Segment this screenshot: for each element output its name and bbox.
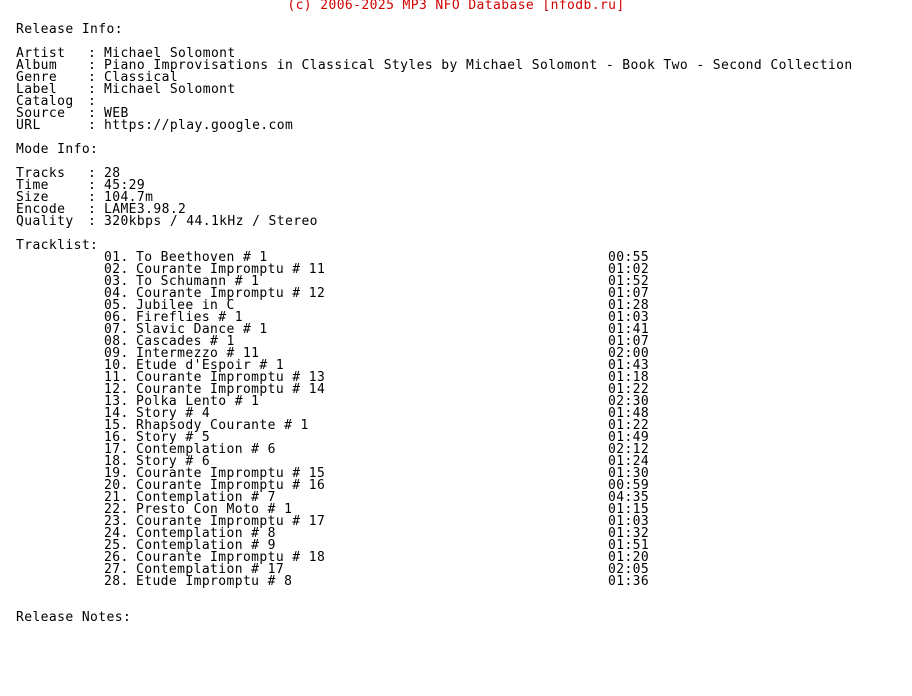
track-title: Contemplation # 6 [136,442,276,457]
field-value: Classical [104,70,179,85]
field-separator: : [88,94,97,109]
track-time: 01:51 [608,538,650,553]
track-time: 01:03 [608,310,650,325]
field-key: Label [16,82,58,97]
track-time: 01:52 [608,274,650,289]
track-number: 23. [104,514,129,529]
track-number: 11. [104,370,129,385]
mode-info-fields [16,168,906,228]
track-title: Etude d'Espoir # 1 [136,358,285,373]
track-number: 22. [104,502,129,517]
track-time: 02:05 [608,562,650,577]
track-time: 01:49 [608,430,650,445]
field-separator: : [88,46,97,61]
track-title: Jubilee in C [136,298,235,313]
track-number: 10. [104,358,129,373]
track-time: 04:35 [608,490,650,505]
track-time: 01:30 [608,466,650,481]
field-key: Source [16,106,66,121]
nfo-document [16,0,906,624]
track-number: 25. [104,538,129,553]
field-key: Size [16,190,49,205]
nfodb-header: (c) 2006-2025 MP3 NFO Database [nfodb.ru] [287,0,625,13]
release-info-field-url [16,120,906,132]
track-title: Contemplation # 7 [136,490,276,505]
release-info-field-label [16,84,906,96]
field-separator: : [88,166,97,181]
field-key: Album [16,58,58,73]
track-time: 01:03 [608,514,650,529]
field-value: 320kbps / 44.1kHz / Stereo [104,214,318,229]
track-title: Courante Impromptu # 16 [136,478,326,493]
track-number: 17. [104,442,129,457]
mode-info-heading: Mode Info: [16,142,99,157]
track-title: Courante Impromptu # 11 [136,262,326,277]
track-time: 01:28 [608,298,650,313]
track-time: 01:02 [608,262,650,277]
field-value: 45:29 [104,178,146,193]
track-time: 01:24 [608,454,650,469]
field-separator: : [88,214,97,229]
field-separator: : [88,178,97,193]
track-title: Cascades # 1 [136,334,235,349]
track-title: Courante Impromptu # 13 [136,370,326,385]
track-time: 01:36 [608,574,650,589]
track-number: 06. [104,310,129,325]
track-title: Rhapsody Courante # 1 [136,418,309,433]
track-number: 15. [104,418,129,433]
track-time: 00:55 [608,250,650,265]
track-title: Courante Impromptu # 12 [136,286,326,301]
track-time: 01:07 [608,334,650,349]
track-time: 01:32 [608,526,650,541]
track-title: Courante Impromptu # 15 [136,466,326,481]
release-info-heading: Release Info: [16,22,123,37]
field-separator: : [88,58,97,73]
field-separator: : [88,190,97,205]
track-time: 02:12 [608,442,650,457]
track-title: Presto Con Moto # 1 [136,502,293,517]
field-value: LAME3.98.2 [104,202,187,217]
track-number: 21. [104,490,129,505]
field-key: Catalog [16,94,74,109]
tracklist [16,252,906,588]
track-number: 19. [104,466,129,481]
track-title: Contemplation # 17 [136,562,285,577]
track-title: To Beethoven # 1 [136,250,268,265]
field-key: Artist [16,46,66,61]
track-number: 20. [104,478,129,493]
track-time: 01:07 [608,286,650,301]
release-info-fields [16,48,906,132]
field-key: Encode [16,202,66,217]
field-key: Quality [16,214,74,229]
track-time: 01:22 [608,418,650,433]
field-value: Michael Solomont [104,82,236,97]
field-separator: : [88,70,97,85]
field-key: URL [16,118,41,133]
track-title: Courante Impromptu # 18 [136,550,326,565]
track-title: Contemplation # 9 [136,538,276,553]
field-separator: : [88,106,97,121]
track-title: Contemplation # 8 [136,526,276,541]
release-info-field-catalog [16,96,906,108]
track-time: 02:30 [608,394,650,409]
field-separator: : [88,202,97,217]
track-number: 13. [104,394,129,409]
track-title: Etude Impromptu # 8 [136,574,293,589]
field-value[interactable]: https://play.google.com [104,118,294,133]
track-title: Polka Lento # 1 [136,394,260,409]
track-number: 01. [104,250,129,265]
track-time: 01:22 [608,382,650,397]
track-time: 01:41 [608,322,650,337]
track-title: Fireflies # 1 [136,310,243,325]
track-number: 24. [104,526,129,541]
track-number: 28. [104,574,129,589]
track-time: 01:15 [608,502,650,517]
field-key: Time [16,178,49,193]
track-number: 12. [104,382,129,397]
track-row [16,576,906,588]
release-notes-heading: Release Notes: [16,610,132,625]
track-time: 01:43 [608,358,650,373]
field-value: 28 [104,166,121,181]
field-value: WEB [104,106,129,121]
mode-info-field-quality [16,216,906,228]
track-number: 14. [104,406,129,421]
field-key: Genre [16,70,58,85]
track-number: 08. [104,334,129,349]
track-title: Story # 6 [136,454,211,469]
field-value: Michael Solomont [104,46,236,61]
track-time: 02:00 [608,346,650,361]
track-number: 03. [104,274,129,289]
track-time: 01:20 [608,550,650,565]
track-title: Slavic Dance # 1 [136,322,268,337]
track-number: 18. [104,454,129,469]
track-number: 04. [104,286,129,301]
track-title: Story # 4 [136,406,211,421]
field-separator: : [88,82,97,97]
track-number: 16. [104,430,129,445]
track-number: 26. [104,550,129,565]
field-separator: : [88,118,97,133]
track-time: 00:59 [608,478,650,493]
mode-info-field-tracks [16,168,906,180]
track-number: 05. [104,298,129,313]
track-title: Courante Impromptu # 14 [136,382,326,397]
track-number: 07. [104,322,129,337]
track-title: Story # 5 [136,430,211,445]
track-time: 01:18 [608,370,650,385]
track-number: 27. [104,562,129,577]
field-value: Piano Improvisations in Classical Styles by Michael Solomont - Book Two - Second Collection [104,58,853,73]
tracklist-heading: Tracklist: [16,238,99,253]
track-number: 02. [104,262,129,277]
field-key: Tracks [16,166,66,181]
track-title: Courante Impromptu # 17 [136,514,326,529]
track-number: 09. [104,346,129,361]
track-time: 01:48 [608,406,650,421]
track-title: To Schumann # 1 [136,274,260,289]
field-value: 104.7m [104,190,154,205]
track-title: Intermezzo # 11 [136,346,260,361]
